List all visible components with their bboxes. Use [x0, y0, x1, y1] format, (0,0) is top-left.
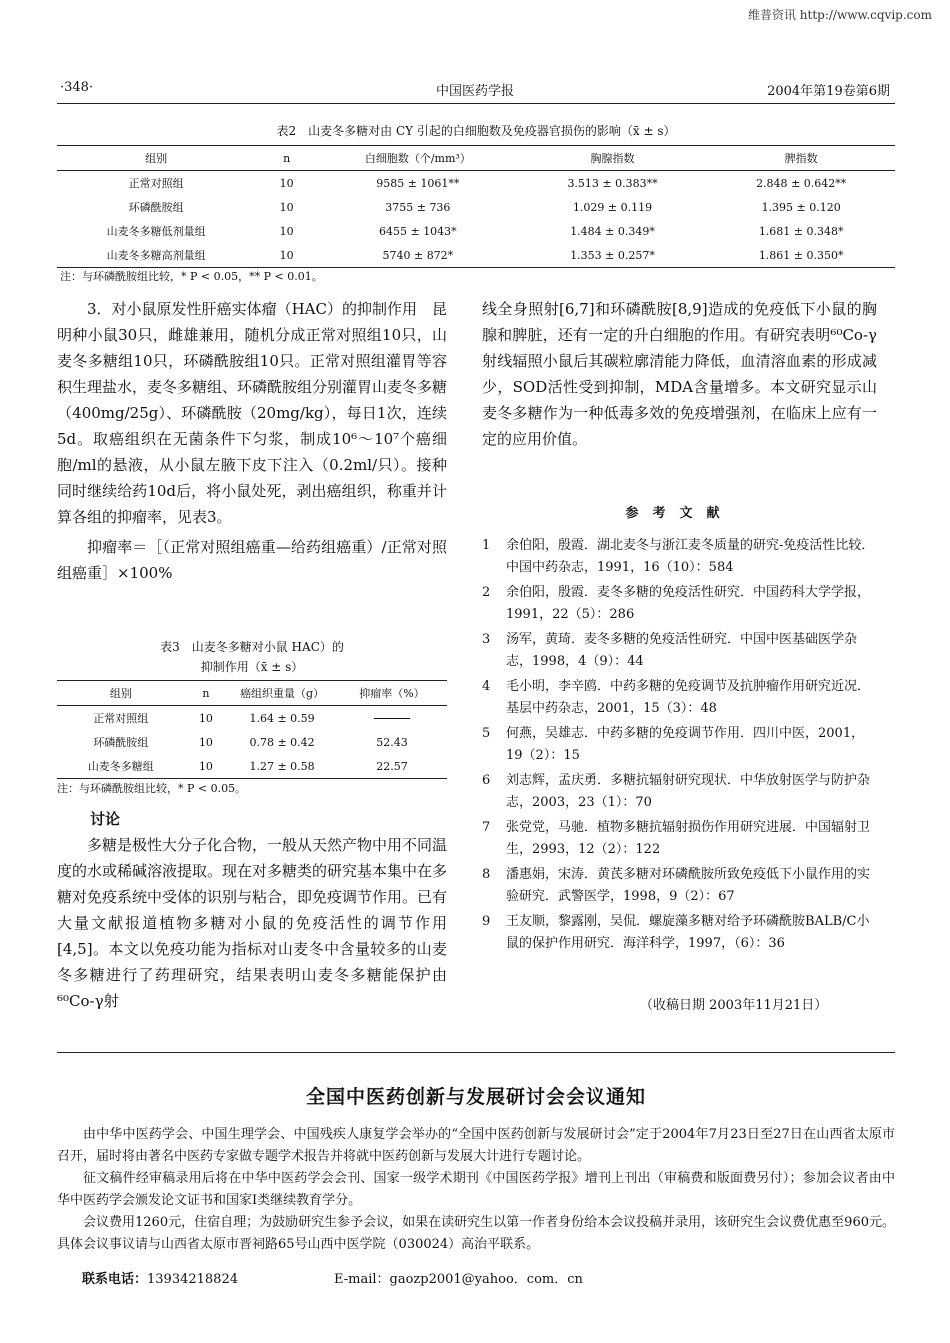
cell: 1.64 ± 0.59: [249, 711, 315, 725]
references-list: [482, 535, 877, 958]
journal-name: 中国医药学报: [435, 84, 514, 99]
notice-paragraph-2: 征文稿件经审稿录用后将在中华中医药学会会刊、国家一级学术期刊《中国医药学报》增刊上刊出（审稿费和版面费另付）；参加会议者由中华中医药学会颁发论文证书和国家Ⅰ类继续教育学分。: [57, 1171, 895, 1208]
cell: 9585 ± 1061**: [376, 176, 460, 190]
cell: 1.029 ± 0.119: [572, 200, 653, 214]
reference-item: [482, 770, 877, 814]
table3-caption-line2: 抑制作用（x̄ ± s）: [200, 660, 304, 674]
table2: [57, 145, 895, 268]
cell: 3.513 ± 0.383**: [567, 176, 658, 190]
notice-title: 全国中医药创新与发展研讨会会议通知: [305, 1086, 646, 1108]
cell: 10: [279, 224, 294, 238]
discussion-paragraph: 多糖是极性大分子化合物，一般从天然产物中用不同温度的水或稀碱溶液提取。现在对多糖类的研究基本集中在多糖对免疫系统中受体的识别与粘合，即免疫调节作用。已有大量文献报道植物多糖对小鼠的免疫活性的调节作用[4,5]。本文以免疫功能为指标对山麦冬中含量较多的山麦冬多糖进行了药理研究，结果表明山麦冬多糖能保护由⁶⁰Co-γ射: [57, 836, 448, 1010]
cell: 22.57: [376, 759, 408, 773]
discussion-heading: 讨论: [90, 810, 121, 828]
table3: [57, 680, 447, 779]
reference-item: [482, 817, 877, 861]
table2-col-spleen: 脾指数: [707, 146, 895, 171]
cell: 正常对照组: [93, 712, 149, 725]
discussion-block: [57, 832, 447, 1014]
cell: 10: [279, 248, 294, 262]
section-rule: [57, 1052, 895, 1053]
ref-num: 1: [482, 538, 491, 553]
ref-text: 刘志辉，孟庆勇．多糖抗辐射研究现状．中华放射医学与防护杂志，2003，23（1）：70: [506, 773, 871, 810]
ref-num: 8: [482, 867, 491, 882]
ref-text: 何燕，吴雄志．中药多糖的免疫调节作用．四川中医，2001，19（2）：15: [506, 726, 865, 763]
cell: 3755 ± 736: [385, 200, 451, 214]
notice-body: [57, 1124, 895, 1256]
header-rule: [57, 103, 895, 104]
ref-text: 余伯阳，殷霞．麦冬多糖的免疫活性研究．中国药科大学学报，1991，22（5）：286: [506, 585, 871, 622]
ref-text: 潘惠娟，宋涛．黄芪多糖对环磷酰胺所致免疫低下小鼠作用的实验研究．武警医学，1998，9（2）：67: [506, 867, 871, 904]
cell: 1.681 ± 0.348*: [758, 224, 844, 238]
table2-col-wbc: 白细胞数（个/mm³）: [318, 146, 518, 171]
ref-text: 汤军，黄琦．麦冬多糖的免疫活性研究．中国中医基础医学杂志，1998，4（9）：44: [506, 632, 858, 669]
table-row: [57, 754, 447, 779]
ref-text: 张党党，马驰．植物多糖抗辐射损伤作用研究进展．中国辐射卫生，2993，12（2）：122: [506, 820, 871, 857]
notice-paragraph-1: 由中华中医药学会、中国生理学会、中国残疾人康复学会举办的“全国中医药创新与发展研讨会”定于2004年7月23日至27日在山西省太原市召开，届时将由著名中医药专家做专题学术报告并将就中医药创新与发展大计进行专题讨论。: [57, 1127, 895, 1164]
table-row: [57, 195, 895, 219]
table-row: [57, 730, 447, 754]
watermark: 维普资讯 http://www.cqvip.com: [747, 8, 932, 22]
left-column: [57, 296, 447, 586]
table3-caption-line1: 表3 山麦冬多糖对小鼠 HAC）的: [160, 640, 344, 654]
ref-text: 王友顺，黎露刚，吴侃．螺旋藻多糖对给予环磷酰胺BALB/C小鼠的保护作用研究．海洋科学，1997，（6）：36: [506, 914, 870, 951]
reference-item: [482, 864, 877, 908]
cell: 0.78 ± 0.42: [249, 735, 315, 749]
cell: 10: [279, 176, 294, 190]
reference-item: [482, 582, 877, 626]
table-row: [57, 706, 447, 731]
ref-num: 3: [482, 632, 491, 647]
cell: 1.27 ± 0.58: [249, 759, 315, 773]
table2-caption: 表2 山麦冬多糖对由 CY 引起的白细胞数及免疫器官损伤的影响（x̄ ± s）: [276, 124, 676, 138]
cell: 10: [198, 759, 213, 773]
cell: 1.861 ± 0.350*: [758, 248, 844, 262]
ref-num: 4: [482, 679, 491, 694]
table3-col-weight: 癌组织重量（g）: [227, 681, 337, 706]
reference-item: [482, 911, 877, 955]
contact-email: [334, 1268, 583, 1287]
issue-info: 2004年第19卷第6期: [767, 84, 890, 99]
cell: 52.43: [376, 735, 408, 749]
email-address[interactable]: gaozp2001@yahoo．com．cn: [389, 1272, 583, 1287]
cell: 山麦冬多糖高剂量组: [106, 249, 206, 262]
right-column: [482, 296, 877, 452]
reference-item: [482, 723, 877, 767]
reference-item: [482, 535, 877, 579]
cell: 山麦冬多糖组: [87, 760, 154, 773]
cell: 10: [198, 711, 213, 725]
cell: 山麦冬多糖低剂量组: [106, 225, 206, 238]
notice-paragraph-3: 会议费用1260元，住宿自理；为鼓励研究生参予会议，如果在读研究生以第一作者身份给本会议投稿并录用，该研究生会议费优惠至960元。具体会议事议请与山西省太原市晋祠路65号山西中医学院（030024）高治平联系。: [57, 1215, 895, 1252]
table-row: [57, 171, 895, 196]
discussion-continued: 线全身照射[6,7]和环磷酰胺[8,9]造成的免疫低下小鼠的胸腺和脾脏，还有一定的升白细胞的作用。有研究表明⁶⁰Co-γ射线辐照小鼠后其碳粒廓清能力降低，血清溶血素的形成减少，SOD活性受到抑制，MDA含量增多。本文研究显示山麦冬多糖作为一种低毒多效的免疫增强剂，在临床上应有一定的应用价值。: [482, 300, 877, 448]
section3-title: 3．对小鼠原发性肝癌实体瘤（HAC）的抑制作用: [87, 300, 417, 318]
empty-dash: [374, 718, 410, 719]
cell: 1.395 ± 0.120: [761, 200, 841, 214]
table-row: [57, 243, 895, 268]
table2-col-group: 组别: [57, 146, 255, 171]
inhibition-formula: 抑瘤率＝［（正常对照组癌重—给药组癌重）/正常对照组癌重］×100%: [57, 538, 447, 582]
cell: 6455 ± 1043*: [378, 224, 457, 238]
page-number: ·348·: [60, 80, 94, 95]
ref-num: 5: [482, 726, 491, 741]
cell: 环磷酰胺组: [128, 201, 184, 214]
table-row: [57, 219, 895, 243]
cell: 1.353 ± 0.257*: [570, 248, 655, 262]
contact-phone: [82, 1268, 238, 1287]
cell: 10: [279, 200, 294, 214]
ref-num: 2: [482, 585, 491, 600]
table2-note: 注：与环磷酰胺组比较，* P < 0.05，** P < 0.01。: [60, 270, 323, 283]
ref-text: 余伯阳，殷霞．湖北麦冬与浙江麦冬质量的研究-免疫活性比较．中国中药杂志，1991，16（10）：584: [506, 538, 875, 575]
table3-col-rate: 抑瘤率（%）: [337, 681, 447, 706]
phone-label: 联系电话：: [82, 1272, 148, 1287]
ref-num: 7: [482, 820, 491, 835]
reference-item: [482, 676, 877, 720]
received-date: （收稿日期 2003年11月21日）: [640, 998, 828, 1013]
email-label: E-mail：: [334, 1272, 390, 1287]
cell: 环磷酰胺组: [93, 736, 149, 749]
references-title: 参考文献: [625, 506, 734, 521]
table2-col-thymus: 胸腺指数: [518, 146, 708, 171]
table3-header-row: [57, 681, 447, 706]
phone-number: 13934218824: [147, 1272, 238, 1287]
table3-col-n: n: [185, 681, 228, 706]
table2-col-n: n: [255, 146, 318, 171]
table3-note: 注：与环磷酰胺组比较，* P < 0.05。: [57, 782, 247, 795]
table3-col-group: 组别: [57, 681, 185, 706]
cell: 10: [198, 735, 213, 749]
table2-header-row: [57, 146, 895, 171]
ref-num: 6: [482, 773, 491, 788]
ref-num: 9: [482, 914, 491, 929]
cell: 5740 ± 872*: [382, 248, 454, 262]
cell: 1.484 ± 0.349*: [570, 224, 655, 238]
cell: [337, 706, 447, 731]
reference-item: [482, 629, 877, 673]
cell: 正常对照组: [128, 177, 184, 190]
section3-body: 昆明种小鼠30只，雌雄兼用，随机分成正常对照组10只，山麦冬多糖组10只，环磷酰胺组10只。正常对照组灌胃等容积生理盐水，麦冬多糖组、环磷酰胺组分别灌胃山麦冬多糖（400mg/25g）、环磷酰胺（20mg/kg），每日1次，连续5d。取癌组织在无菌条件下匀浆，制成10⁶～10⁷个癌细胞/ml的悬液，从小鼠左腋下皮下注入（0.2ml/只）。接种同时继续给药10d后，将小鼠处死，剥出癌组织，称重并计算各组的抑瘤率，见表3。: [57, 300, 448, 526]
ref-text: 毛小明，李辛鸥．中药多糖的免疫调节及抗肿瘤作用研究近况．基层中药杂志，2001，15（3）：48: [506, 679, 871, 716]
section3-paragraph: [57, 296, 447, 530]
cell: 2.848 ± 0.642**: [756, 176, 847, 190]
